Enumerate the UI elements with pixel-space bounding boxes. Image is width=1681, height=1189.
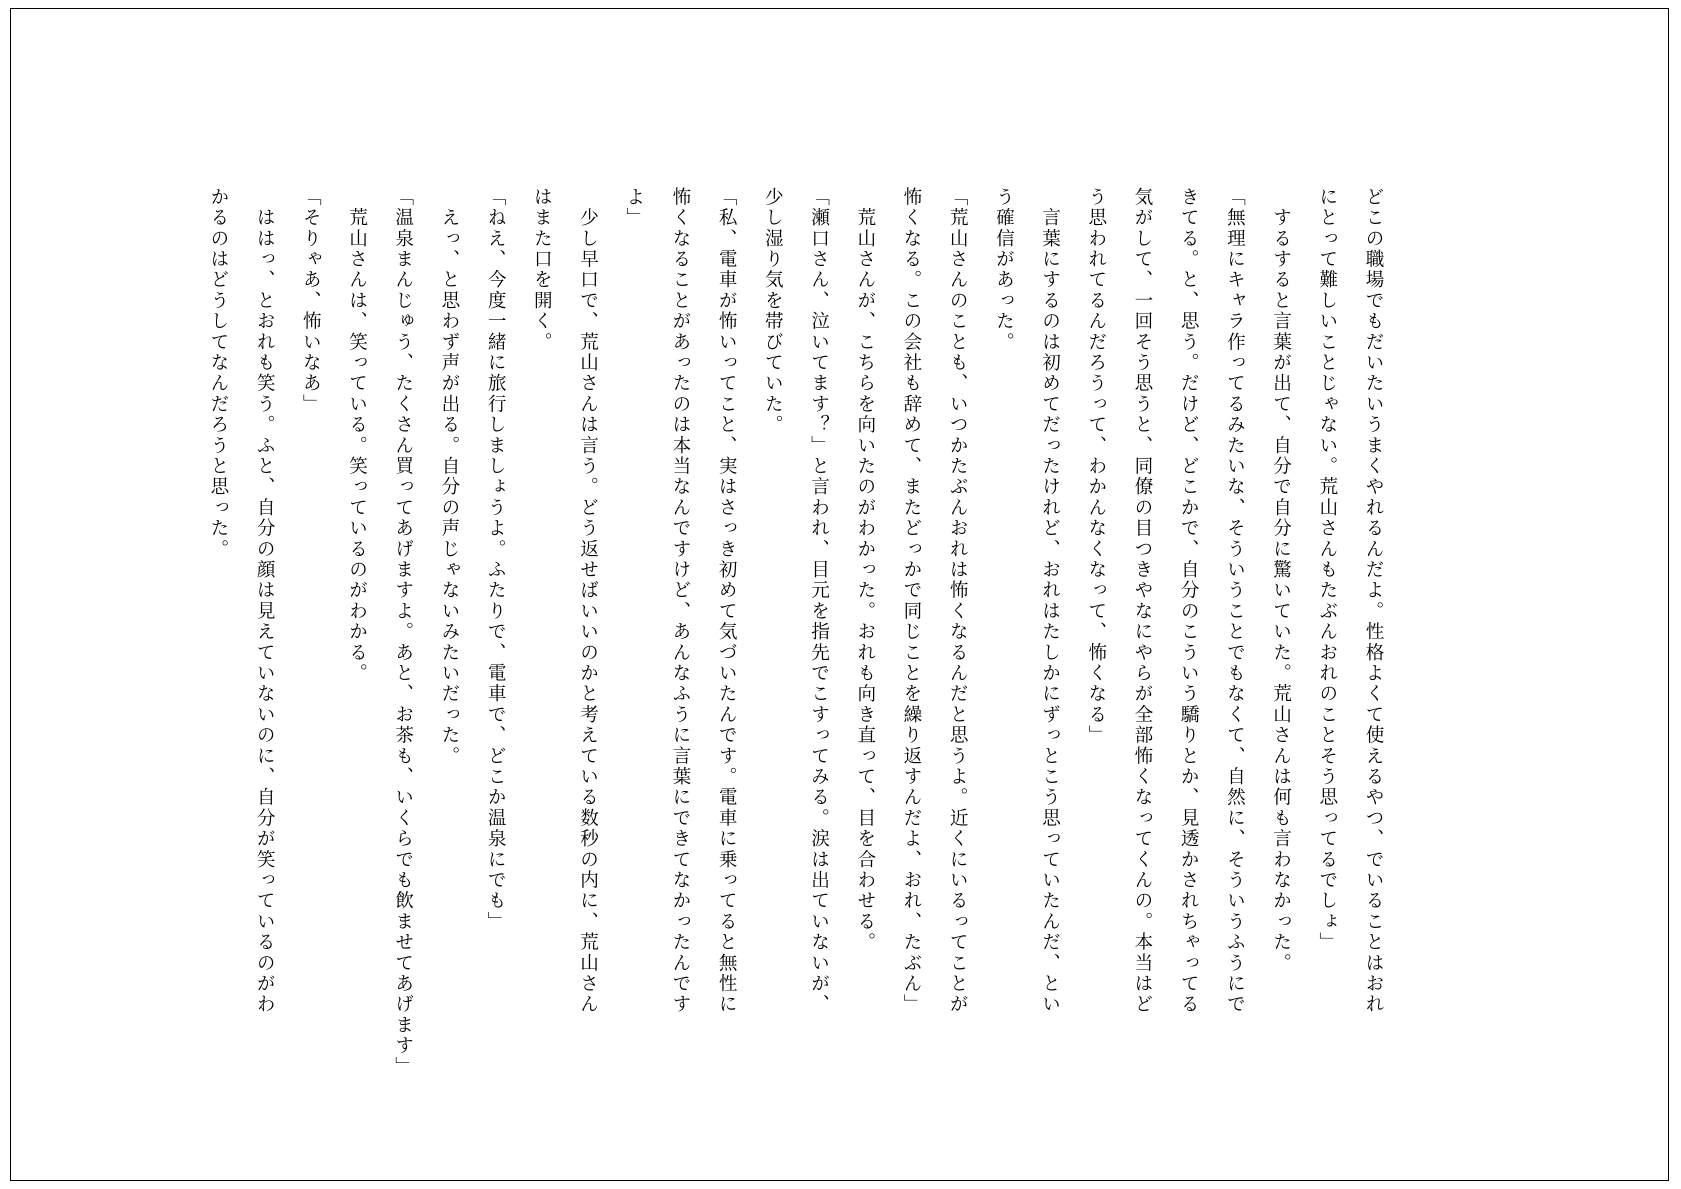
text-line: 「無理にキャラ作ってるみたいな、そういうことでもなくて、自然に、そういうふうにで xyxy=(1224,187,1246,1015)
text-line: 荒山さんは、笑っている。笑っているのがわかる。 xyxy=(346,187,368,684)
page-frame xyxy=(10,8,1669,1181)
text-line: 怖くなることがあったのは本当なんですけど、あんなふうに言葉にできてなかったんです xyxy=(669,187,691,1015)
text-line: 気がして、一回そう思うと、同僚の目つきやなにやらが全部怖くなってくんの。本当はど xyxy=(1131,187,1153,1015)
text-line: う確信があった。 xyxy=(993,187,1015,353)
text-line: するすると言葉が出て、自分で自分に驚いていた。荒山さんは何も言わなかった。 xyxy=(1270,187,1292,974)
text-line: 言葉にするのは初めてだったけれど、おれはたしかにずっとこう思っていたんだ、とい xyxy=(1039,187,1061,1015)
text-line: にとって難しいことじゃない。荒山さんもたぶんおれのことそう思ってるでしょ」 xyxy=(1316,187,1338,953)
text-line: きてる。と、思う。だけど、どこかで、自分のこういう驕りとか、見透かされちゃってる xyxy=(1178,187,1200,1015)
text-line: 「瀬口さん、泣いてます？」と言われ、目元を指先でこすってみる。涙は出ていないが、 xyxy=(808,187,830,1015)
text-line: 「私、電車が怖いってこと、実はさっき初めて気づいたんです。電車に乗ってると無性に xyxy=(716,187,738,1015)
text-line: 荒山さんが、こちらを向いたのがわかった。おれも向き直って、目を合わせる。 xyxy=(854,187,876,953)
text-line: はまた口を開く。 xyxy=(531,187,553,353)
text-line: 「温泉まんじゅう、たくさん買ってあげますよ。あと、お茶も、いくらでも飲ませてあげます」 xyxy=(392,187,414,1078)
text-line: 怖くなる。この会社も辞めて、またどっかで同じことを繰り返すんだよ、おれ、たぶん」 xyxy=(900,187,922,1015)
text-line: えっ、と思わず声が出る。自分の声じゃないみたいだった。 xyxy=(438,187,460,767)
text-line: よ」 xyxy=(623,187,645,229)
text-line: どこの職場でもだいたいうまくやれるんだよ。性格よくて使えるやつ、でいることはおれ xyxy=(1363,187,1384,1015)
text-line: 「ねえ、今度一緒に旅行しましょうよ。ふたりで、電車で、どこか温泉にでも」 xyxy=(485,187,507,933)
text-line: 「荒山さんのことも、いつかたぶんおれは怖くなるんだと思うよ。近くにいるってことが xyxy=(947,187,969,1015)
text-line: ははっ、とおれも笑う。ふと、自分の顔は見えていないのに、自分が笑っているのがわ xyxy=(254,187,276,1015)
text-line: 少し早口で、荒山さんは言う。どう返せばいいのかと考えている数秒の内に、荒山さん xyxy=(577,187,599,1015)
text-line: かるのはどうしてなんだろうと思った。 xyxy=(207,187,229,560)
vertical-text-body xyxy=(207,187,1396,1078)
text-line: う思われてるんだろうって、わかんなくなって、怖くなる」 xyxy=(1085,187,1107,746)
text-line: 少し湿り気を帯びていた。 xyxy=(762,187,784,436)
text-line: 「そりゃあ、怖いなあ」 xyxy=(300,187,322,415)
